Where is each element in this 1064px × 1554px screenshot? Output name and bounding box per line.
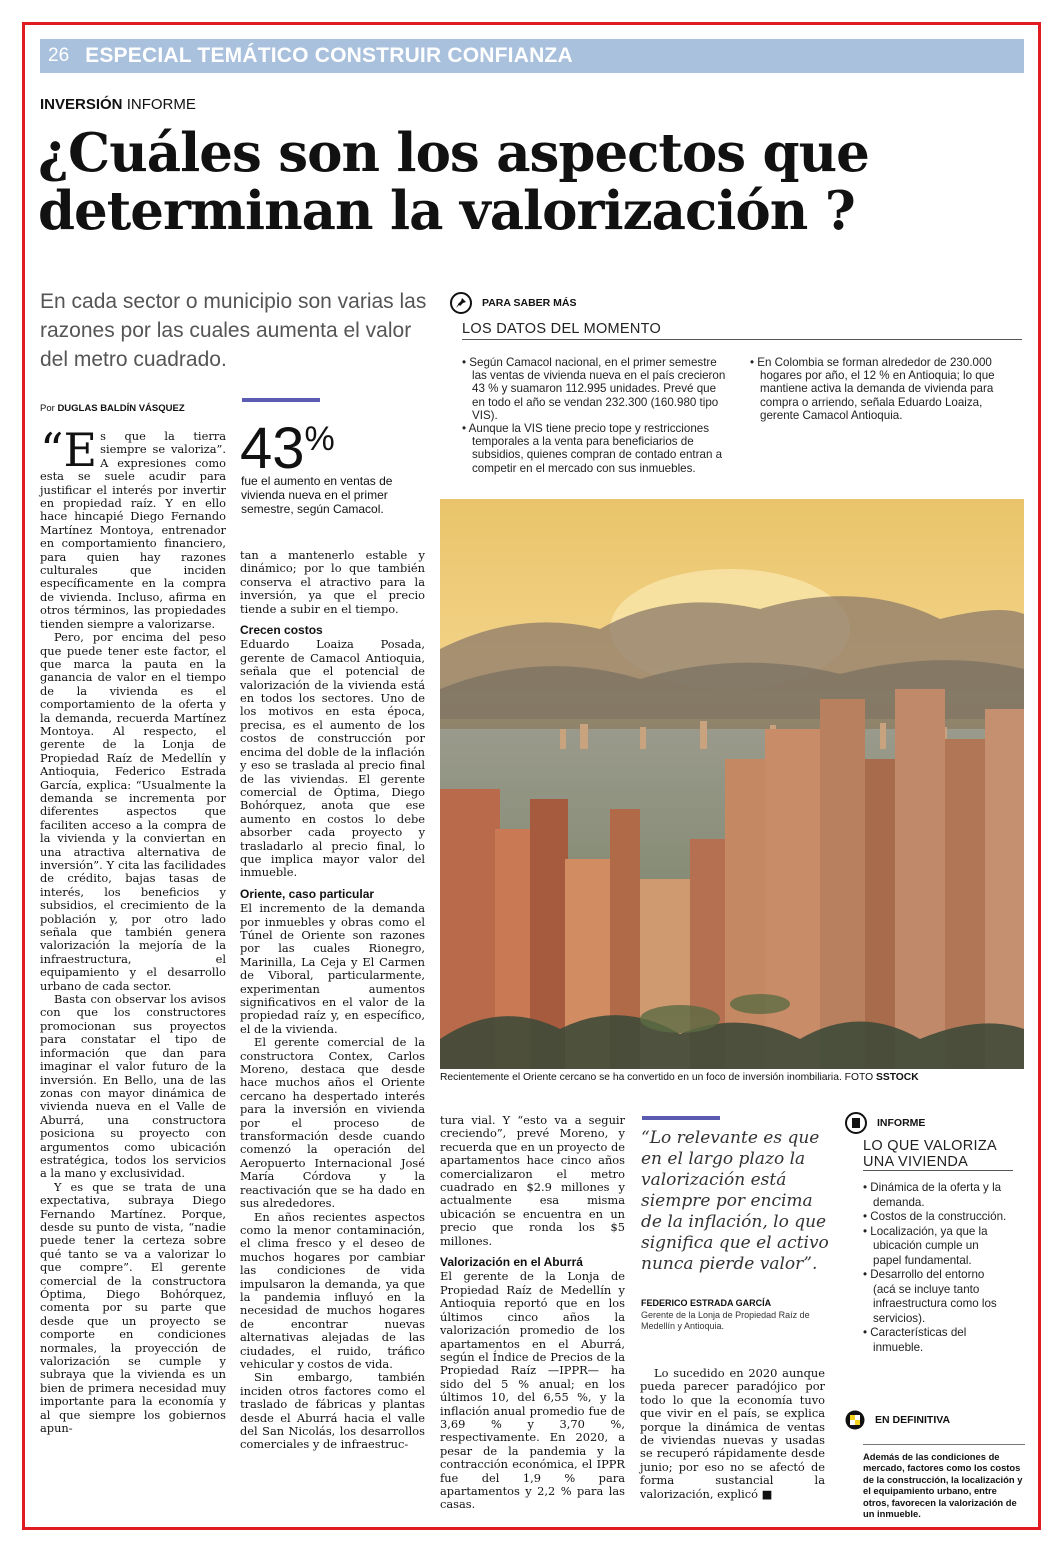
byline-author: DUGLAS BALDÍN VÁSQUEZ (57, 403, 185, 414)
paragraph: Basta con observar los avisos con que los constructores promocionan sus proyectos para constatar el tipo de información que dan para imaginar el valor futuro de la inversión. En Bello, una de las zonas con mayor dinámica de vivienda nueva en el Valle de Aburrá, una constructora posiciona su proyecto con argumentos como ubicación estratégica, todos los servicios a la mano y exclusividad. (40, 992, 226, 1181)
photo-caption (440, 1072, 1024, 1083)
definitiva-box (845, 1410, 1025, 1519)
stat-number (240, 408, 335, 480)
definitiva-label: EN DEFINITIVA (875, 1414, 951, 1426)
list-item: • Características del inmueble. (863, 1326, 967, 1354)
quote-role: Gerente de la Lonja de Propiedad Raíz de Medellín y Antioquia. (641, 1310, 810, 1331)
definitiva-text: Además de las condiciones de mercado, factores como los costos de la construcción, la localización y el equipamiento urbano, entre otros, favorecen la valorización de un inmueble. (863, 1444, 1025, 1519)
byline (40, 403, 185, 414)
paragraph: tura vial. Y “esto va a seguir creciendo”, prevé Moreno, y recuerda que en un proyecto de apartamentos hace cinco años comercializaron el metro cuadrado en $2.9 millones y actualmente esa misma ubicación se encuentra en un precio que ronda los $5 millones. (440, 1113, 626, 1248)
caption-text: Recientemente el Oriente cercano se ha convertido en un foco de inversión inombiliaria. FOTO (440, 1072, 874, 1083)
saber-mas-title-row (462, 318, 1022, 340)
bullet-item: • En Colombia se forman alrededor de 230.000 hogares por año, el 12 % en Antioquia; lo que mantiene activa la demanda de vivienda para compra o arriendo, señala Eduardo Loaiza, gerente Camacol Antioquia. (750, 356, 995, 422)
informe-title-block (863, 1138, 1025, 1171)
section-banner (40, 39, 1024, 73)
bullet-item: • Según Camacol nacional, en el primer semestre las ventas de vivienda nueva en el país crecieron 43 % y suamaron 112.995 unidades. Prevé que en todo el año se vendan 232.300 (160.980 tipo VIS). (462, 356, 726, 422)
paragraph: tan a mantenerlo estable y dinámico; por lo que también conserva el atractivo para la inversión, ya que el precio tiende a subir en el tiempo. (240, 548, 425, 616)
paragraph: Pero, por encima del peso que puede tener este factor, el que marca la pauta en la ganancia de valor en el tiempo de la vivienda es el comportamiento de la oferta y la demanda, recuerda Martínez Montoya. Al respecto, el gerente de la Lonja de Propiedad Raíz de Medellín y Antioquia, Federico Estrada García, explica: “Usualmente la demanda se incrementa por diferentes aspectos que faciliten acceso a la compra de la vivienda y la conviertan en una atractiva alternativa de inversión”. Y cita las facilidades de crédito, bajas tasas de interés, los beneficios y subsidios, el crecimiento de la población y, por otro lado señala que también genera valorización la mejoría de la infraestructura, el equipamiento y el desarrollo urbano de cada sector. (40, 630, 226, 993)
subhead-aburra: Valorización en el Aburrá (440, 1255, 583, 1270)
informe-label: INFORME (877, 1117, 926, 1129)
checker-icon (845, 1410, 865, 1430)
byline-prefix: Por (40, 403, 55, 414)
saber-mas-box (450, 292, 1025, 475)
article-column-3 (440, 1114, 625, 1512)
informe-header (845, 1112, 1025, 1134)
subhead-costos: Crecen costos (240, 623, 323, 638)
saber-mas-title: LOS DATOS DEL MOMENTO (462, 321, 662, 337)
list-item: • Desarrollo del entorno (acá se incluye tanto infraestructura como los servicios). (863, 1268, 997, 1325)
page-number: 26 (48, 45, 70, 66)
stat-accent-bar (242, 398, 320, 402)
stat-description: fue el aumento en ventas de vivienda nueva en el primer semestre, según Camacol. (241, 474, 393, 516)
subhead-oriente: Oriente, caso particular (240, 886, 375, 901)
saber-mas-col-a (462, 356, 732, 475)
definitiva-header (845, 1410, 1025, 1430)
stat-unit: % (304, 420, 335, 458)
deck: En cada sector o municipio son varias las razones por las cuales aumenta el valor del metro cuadrado. (40, 290, 427, 371)
document-icon (845, 1112, 867, 1134)
paragraph: En años recientes aspectos como la menor contaminación, el clima fresco y el deseo de muchos hogares por cambiar las condiciones de vida impulsaron la demanda, ya que la pandemia influyó en la necesidad de muchos hogares de encontrar nuevas alternativas alejadas de las ciudades, el ruido, tráfico vehicular y costos de vida. (240, 1209, 425, 1371)
kicker-section: INVERSIÓN (40, 96, 123, 113)
paragraph (40, 423, 226, 631)
saber-mas-header (450, 292, 1025, 314)
paragraph: Eduardo Loaiza Posada, gerente de Camacol Antioquia, señala que el potencial de valorización de la vivienda está en todos los sectores. Uno de los motivos en esta época, precisa, es el aumento de los costos de construcción por encima del doble de la inflación y eso se traslada al precio final de las viviendas. El gerente comercial de Óptima, Diego Bohórquez, anota que ese aumento en costos lo debe absorber cada proyecto y trasladarlo al precio final, lo que implica mayor valor del inmueble. (240, 637, 425, 880)
saber-mas-label: PARA SABER MÁS (482, 297, 577, 309)
pin-icon (450, 292, 472, 314)
informe-title-line1: LO QUE VALORIZA (863, 1138, 997, 1154)
kicker (40, 96, 196, 113)
article-column-1 (40, 423, 226, 1436)
pull-quote: “Lo relevante es que en el largo plazo la valorización está siempre por encima de la inflación, lo que significa que el activo nunca pierde valor”. (641, 1128, 829, 1274)
list-item: • Costos de la construcción. (863, 1210, 1007, 1223)
paragraph: Sin embargo, también inciden otros factores como el traslado de fábricas y plantas desde el Aburrá hacia el valle del San Nicolás, los desarrollos comerciales y de infraestruc- (240, 1370, 425, 1452)
article-column-4 (640, 1367, 825, 1501)
list-item: • Dinámica de la oferta y la demanda. (863, 1181, 1002, 1209)
paragraph-text: s que la tierra siempre se valoriza”. A expresiones como esta se suele acudir para justificar el interés por invertir en propiedad raíz. Y en ello hace hincapié Diego Fernando Martínez Montoya, entrenador en comportamiento financiero, para quien hay razones culturales que inciden específicamente en la compra de vivienda. Incluso, afirma en otros términos, las propiedades tienden siempre a valorizarse. (40, 429, 226, 631)
paragraph: El incremento de la demanda por inmuebles y obras como el Túnel de Oriente son razones por las cuales Rionegro, Marinilla, La Ceja y El Carmen de Viboral, particularmente, experimentan aumentos significativos en el valor de la propiedad raíz y, en específico, el de la vivienda. (240, 901, 425, 1036)
stat-value: 43 (240, 416, 305, 481)
photo-credit: SSTOCK (875, 1072, 919, 1083)
list-item: • Localización, ya que la ubicación cumple un papel fundamental. (863, 1224, 988, 1267)
quote-name: FEDERICO ESTRADA GARCÍA (641, 1298, 772, 1308)
saber-mas-col-b (750, 356, 1020, 422)
dropcap: “E (40, 423, 98, 477)
headline: ¿Cuáles son los aspectos que determinan la valorización ? (38, 122, 869, 242)
banner-title: ESPECIAL TEMÁTICO CONSTRUIR CONFIANZA (85, 44, 573, 67)
kicker-type: INFORME (126, 96, 196, 113)
article-column-2 (240, 549, 425, 1452)
paragraph: El gerente de la Lonja de Propiedad Raíz de Medellín y Antioquia reportó que en los últimos cinco años la valorización promedio de los apartamentos en el Aburrá, según el Índice de Precios de la Propiedad Raíz —IPPR— ha sido del 5 % anual; en los últimos 10, del 6,55 %, y la inflación anual promedio fue de 3,69 % y 3,70 %, respectivamente. En 2020, a pesar de la pandemia y la contracción económica, el IPPR fue del 1,9 % para apartamentos y 2,2 % para las casas. (440, 1269, 625, 1512)
informe-title-line2: UNA VIVIENDA (863, 1154, 1013, 1171)
city-photo (440, 499, 1024, 1069)
quote-accent-bar (642, 1116, 720, 1120)
paragraph: Lo sucedido en 2020 aunque pueda parecer paradójico por todo lo que la economía tuvo que vivir en el país, se explica porque la dinámica de ventas de viviendas nuevas y usadas se recuperó rápidamente desde junio; por eso no se afectó de forma sustancial la valorización, explicó ■ (640, 1366, 825, 1501)
paragraph: El gerente comercial de la constructora Contex, Carlos Moreno, destaca que desde hace muchos años el Oriente cercano ha despertado interés para la inversión en vivienda por el proceso de transformación desde cuando comenzó la operación del Aeropuerto Internacional José María Córdova y la reactivación que se ha dado en sus alrededores. (240, 1035, 425, 1211)
paragraph: Y es que se trata de una expectativa, subraya Diego Fernando Martínez. Porque, desde su punto de vista, “nadie puede tener la certeza sobre qué tanto se va a valorizar lo que compre”. El gerente comercial de la constructora Óptima, Diego Bohórquez, comenta por su parte que desde que un proyecto se comporte en condiciones normales, la proyección de valorización se cumple y subraya que la vivienda es un bien de primera necesidad muy importante para la economía y al que siempre los gobiernos apun- (40, 1179, 226, 1436)
informe-box (845, 1112, 1025, 1355)
informe-list (863, 1181, 1008, 1355)
bullet-item: • Aunque la VIS tiene precio tope y restricciones temporales a la venta para beneficiarios de subsidios, quienes compran de contado entran a competir en el mercado con sus inmuebles. (462, 422, 723, 475)
